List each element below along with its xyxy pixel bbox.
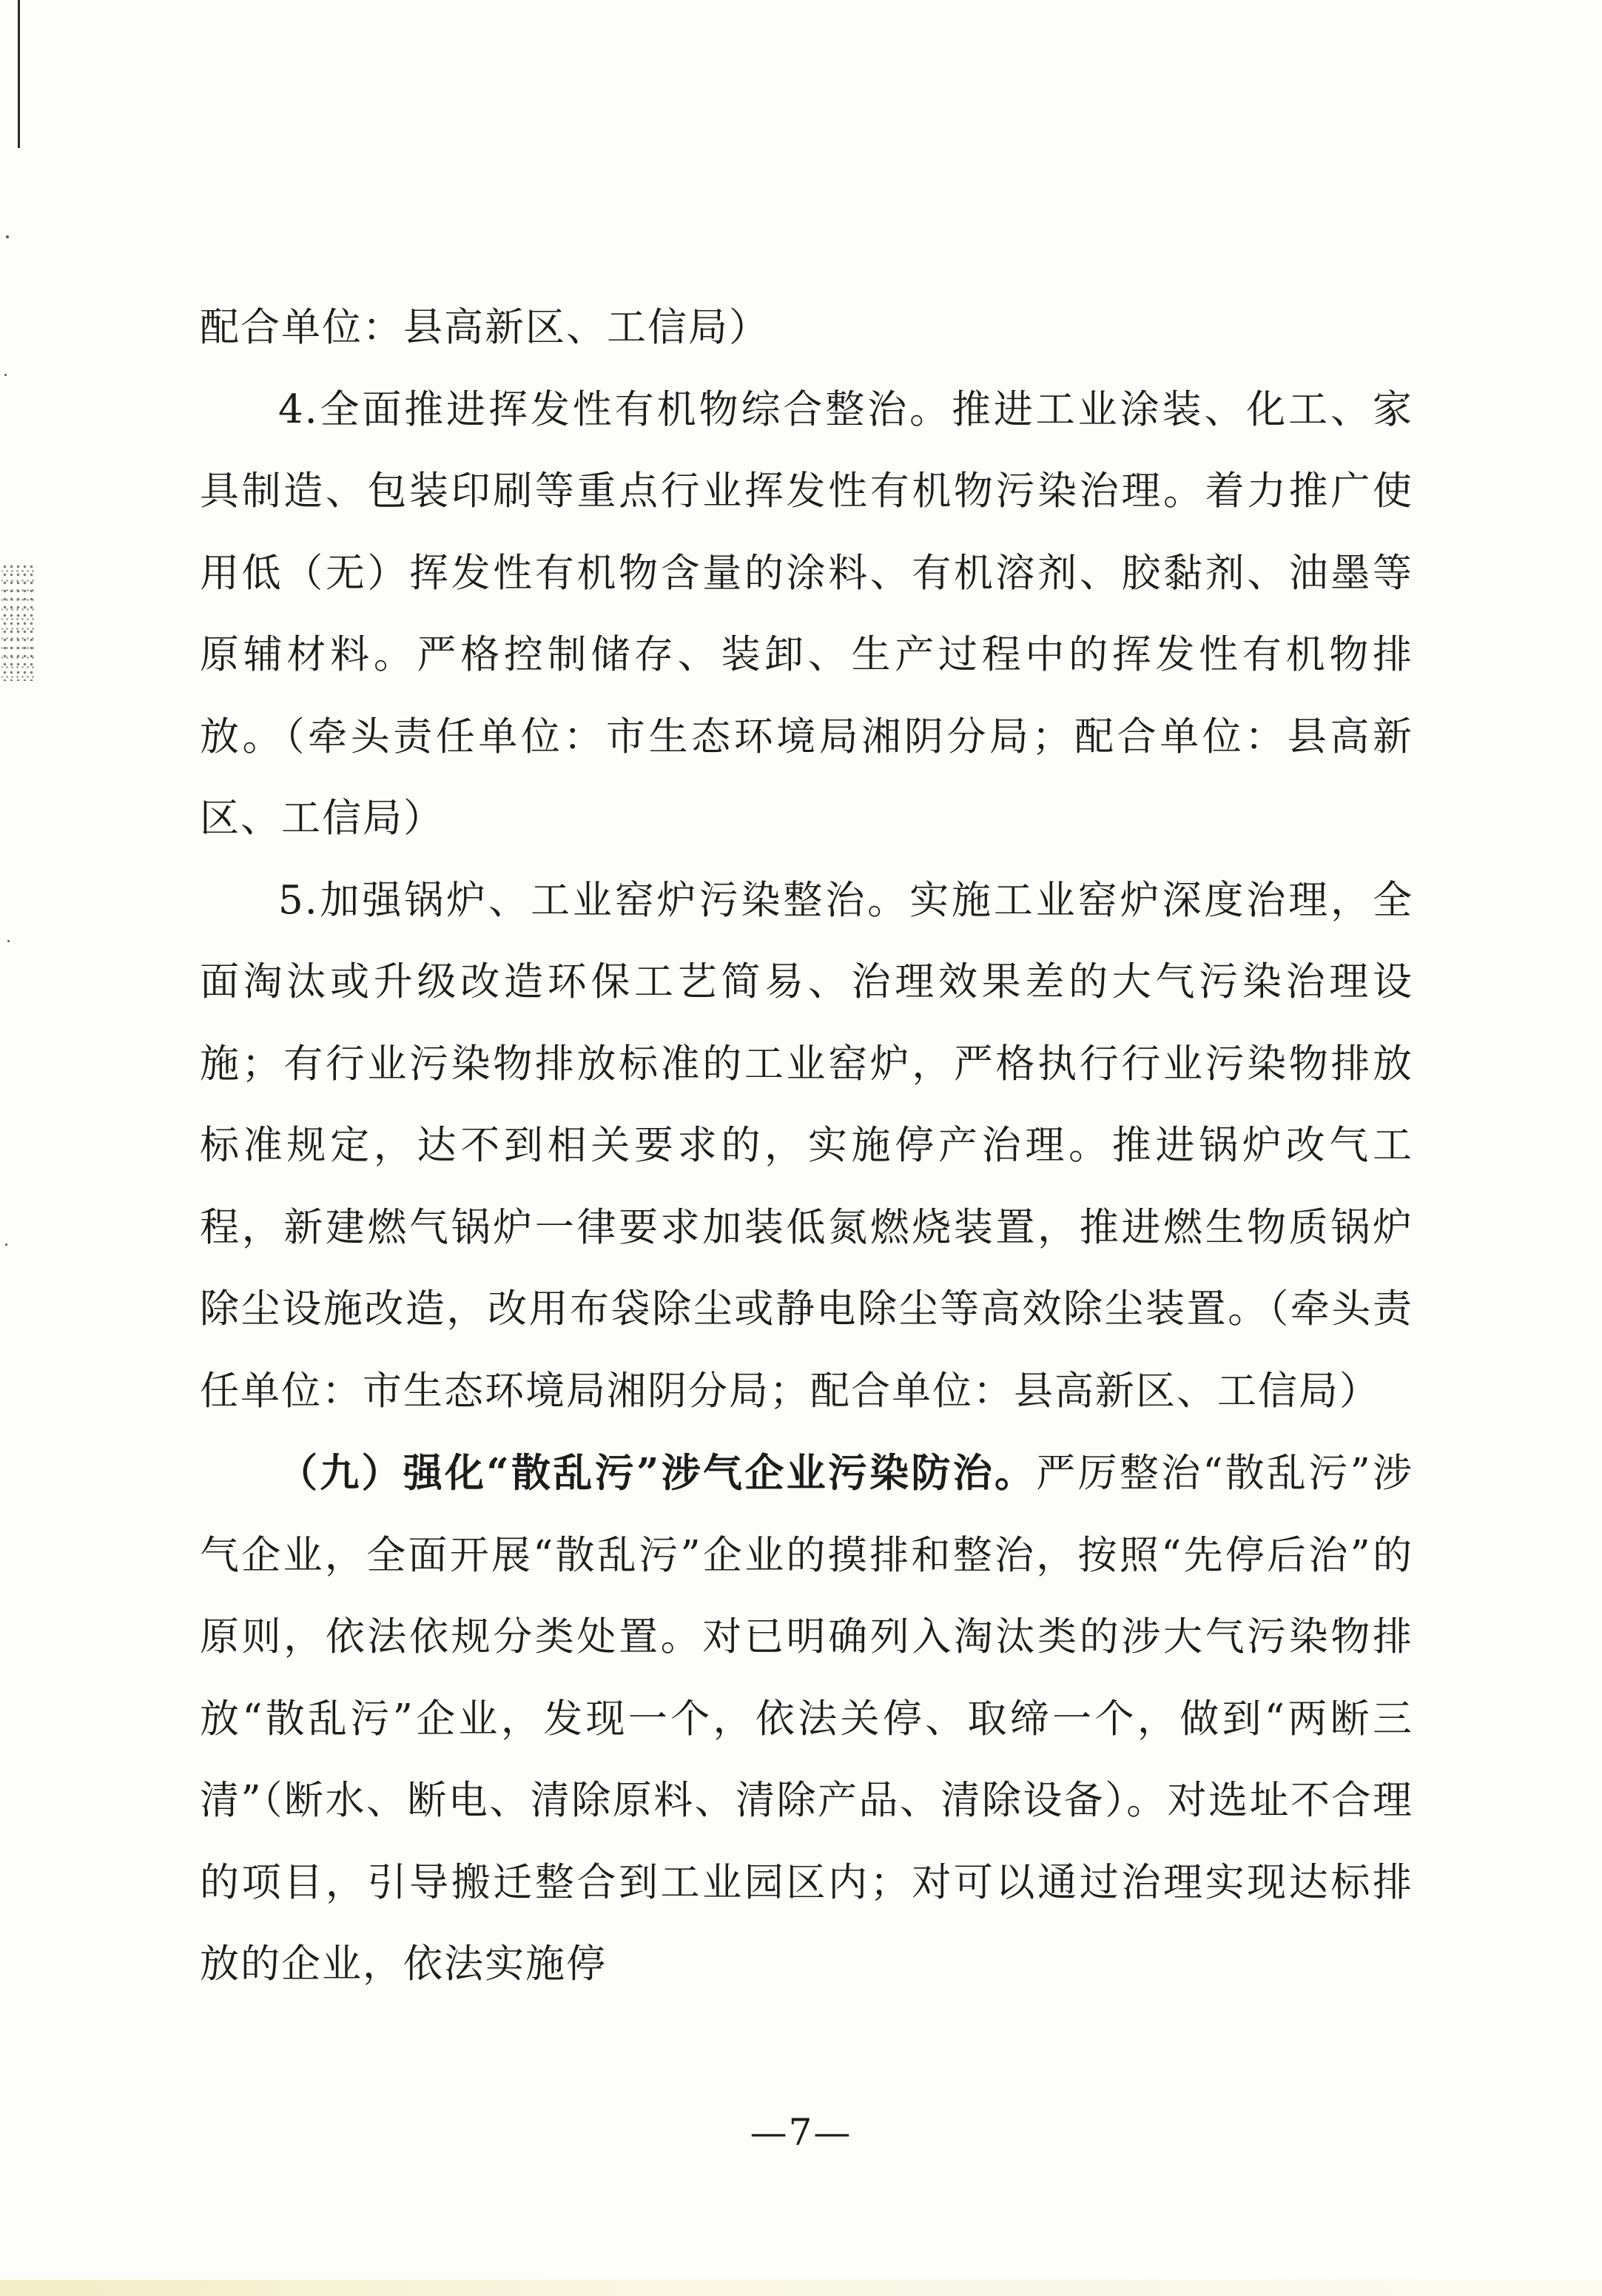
page-number: —7— — [750, 2111, 852, 2154]
body-text — [200, 287, 1413, 2006]
scan-speck — [7, 940, 10, 942]
scan-speck — [4, 374, 7, 376]
paragraph-item-4 — [200, 369, 1413, 860]
scan-noise — [1, 563, 34, 681]
paragraph-text: 严厉整治“散乱污”涉气企业，全面开展“散乱污”企业的摸排和整治，按照“先停后治”的原则，依法依规分类处置。对已明确列入淘汰类的涉大气污染物排放“散乱污”企业，发现一个，依法关停、取缔一个，做到“两断三清”（断水、断电、清除原料、清除产品、清除设备）。对选址不合理的项目，引导搬迁整合到工业园区内；对可以通过治理实现达标排放的企业，依法实施停 — [200, 1451, 1413, 1987]
scan-bottom-edge — [0, 2280, 1602, 2296]
paragraph-text: 配合单位：县高新区、工信局） — [200, 305, 770, 350]
section-heading: （九）强化“散乱污”涉气企业污染防治。 — [278, 1450, 1037, 1496]
scan-speck — [5, 1243, 7, 1246]
paragraph-continuation — [200, 287, 1413, 369]
paragraph-section-9 — [200, 1432, 1413, 2006]
paragraph-text: 4.全面推进挥发性有机物综合整治。推进工业涂装、化工、家具制造、包装印刷等重点行业挥发性有机物污染治理。着力推广使用低（无）挥发性有机物含量的涂料、有机溶剂、胶黏剂、油墨等原辅材料。严格控制储存、装卸、生产过程中的挥发性有机物排放。（牵头责任单位：市生态环境局湘阴分局；配合单位：县高新区、工信局） — [200, 386, 1413, 841]
scan-edge-line — [18, 0, 20, 148]
paragraph-text: 5.加强锅炉、工业窑炉污染整治。实施工业窑炉深度治理，全面淘汰或升级改造环保工艺简易、治理效果差的大气污染治理设施；有行业污染物排放标准的工业窑炉，严格执行行业污染物排放标准规定，达不到相关要求的，实施停产治理。推进锅炉改气工程，新建燃气锅炉一律要求加装低氮燃烧装置，推进燃生物质锅炉除尘设施改造，改用布袋除尘或静电除尘等高效除尘装置。（牵头责任单位：市生态环境局湘阴分局；配合单位：县高新区、工信局） — [200, 877, 1413, 1414]
scan-speck — [6, 235, 9, 238]
paragraph-item-5 — [200, 860, 1413, 1433]
